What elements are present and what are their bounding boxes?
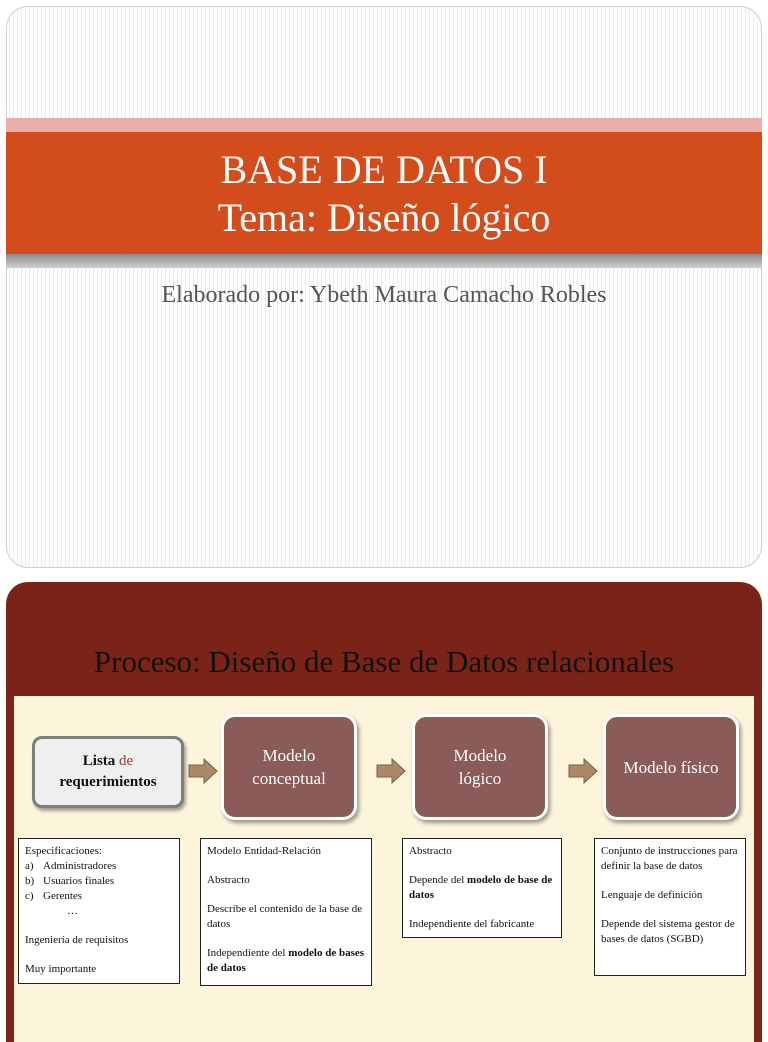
step-fisico-label: Modelo físico [623,757,719,777]
step-lista-requerimientos [32,736,184,808]
desc-conc-p4: Independiente del modelo de bases de datos [207,947,365,974]
process-diagram-panel [14,696,754,1042]
desc-logico [402,838,562,938]
step-modelo-logico [412,714,548,820]
step-conceptual-line1: Modelo [262,746,316,765]
title-slide [6,6,762,568]
desc-conc-p1: Modelo Entidad-Relación [207,845,321,857]
author-line: Elaborado por: Ybeth Maura Camacho Robles [161,282,607,308]
step-conceptual-line2: conceptual [252,769,326,788]
right-arrow-icon [568,758,598,784]
desc-req-p3: Muy importante [25,963,97,975]
desc-log-p3: Independiente del fabricante [409,918,535,930]
process-slide-title: Proceso: Diseño de Base de Datos relacionales [93,644,675,679]
desc-req-heading: Especificaciones: [25,845,102,857]
desc-fisico [594,838,746,976]
desc-fis-p2: Lenguaje de definición [601,889,703,901]
desc-log-p2: Depende del modelo de base de datos [409,874,553,901]
desc-conc-p3: Describe el contenido de la base de datos [207,903,363,930]
right-arrow-icon [376,758,406,784]
step-modelo-fisico [603,714,739,820]
step-modelo-conceptual [221,714,357,820]
list-item: b) Usuarios finales [25,875,115,887]
step-logico-line2: lógico [458,769,502,788]
desc-req-p2: Ingeniería de requisitos [25,934,129,946]
list-item: a) Administradores [25,860,117,872]
step-logico-line1: Modelo [453,746,507,765]
title-line-2: Tema: Diseño lógico [217,195,551,240]
desc-conceptual [200,838,372,986]
step-lista-word: Lista [82,753,116,769]
title-band-top-stripe [6,118,762,132]
title-line-1: BASE DE DATOS I [220,147,548,192]
slide-title [6,146,762,242]
step-lista-requerimientos-word: requerimientos [59,774,157,790]
title-band-bottom-stripe [6,254,762,268]
desc-fis-p3: Depende del sistema gestor de bases de datos (SGBD) [601,918,735,945]
list-ellipsis: … [67,905,78,917]
desc-requerimientos [18,838,180,984]
desc-log-p1: Abstracto [409,845,452,857]
desc-conc-p2: Abstracto [207,874,250,886]
right-arrow-icon [188,758,218,784]
step-lista-de: de [119,753,134,769]
process-slide [6,582,762,1042]
desc-fis-p1: Conjunto de instrucciones para definir la base de datos [601,845,738,872]
list-item: c) Gerentes [25,890,83,902]
